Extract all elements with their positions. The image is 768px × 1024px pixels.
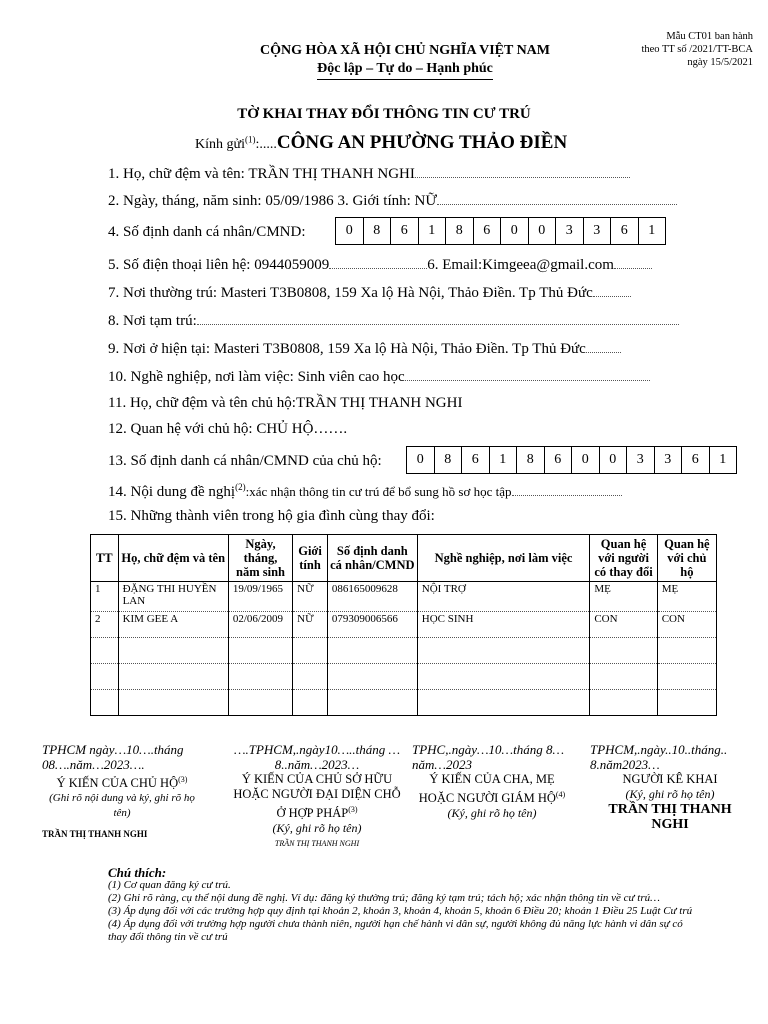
email-value[interactable]: Kimgeea@gmail.com (482, 257, 614, 273)
field-label: 7. Nơi thường trú: (108, 285, 221, 301)
table-cell[interactable] (590, 690, 657, 716)
form-code (588, 30, 753, 69)
dob-value[interactable]: 05/09/1986 (265, 193, 334, 209)
table-cell[interactable]: ĐẶNG THI HUYỀN LAN (118, 582, 228, 612)
table-cell[interactable]: NỮ (293, 612, 328, 638)
field-household-head (108, 395, 462, 412)
form-code-line3: ngày 15/5/2021 (687, 57, 753, 68)
national-header (230, 42, 580, 80)
table-row (91, 612, 717, 638)
phone-value[interactable]: 0944059009 (250, 257, 330, 273)
field-label: 5. Số điện thoại liên hệ: (108, 257, 251, 273)
footnote-2: (2) Ghi rõ ràng, cụ thể nội dung đề nghị. Ví dụ: đăng ký thường trú; đăng ký tạm trú; tách hộ; xác nhận thông tin về cư trú… (108, 892, 660, 904)
col-header: Số định danh cá nhân/CMND (327, 535, 417, 582)
table-cell[interactable] (657, 664, 716, 690)
table-cell[interactable] (657, 690, 716, 716)
current-residence-value[interactable]: Masteri T3B0808, 159 Xa lộ Hà Nội, Thảo Điền. Tp Thủ Đức (210, 341, 586, 357)
col-header: Ngày, tháng, năm sinh (228, 535, 292, 582)
id-digit-cell[interactable]: 1 (419, 218, 447, 244)
id-digit-cell[interactable]: 6 (391, 218, 419, 244)
table-cell[interactable]: 2 (91, 612, 119, 638)
table-cell[interactable] (417, 638, 590, 664)
field-temporary-residence (108, 312, 679, 330)
sign-role: Ý KIẾN CỦA CHỦ SỞ HỮU HOẶC NGƯỜI ĐẠI DIỆN CHỖ Ở HỢP PHÁP (233, 772, 401, 821)
table-cell[interactable]: KIM GEE A (118, 612, 228, 638)
signature-guardian (412, 742, 572, 821)
footnote-sup: (4) (555, 790, 566, 799)
sign-date: TPHCM ngày…10….tháng 08….năm…2023…. (42, 742, 184, 772)
field-label: 4. Số định danh cá nhân/CMND: (108, 224, 306, 240)
table-cell[interactable] (228, 664, 292, 690)
id-digit-cell[interactable]: 6 (474, 218, 502, 244)
field-request-content (108, 482, 622, 501)
field-label: 13. Số định danh cá nhân/CMND của chủ hộ: (108, 453, 382, 469)
id-digit-cell[interactable]: 1 (490, 447, 518, 473)
recipient-label: Kính gửi (195, 137, 245, 152)
field-owner-id (108, 453, 382, 470)
table-cell[interactable]: MẸ (590, 582, 657, 612)
recipient-sup: (1) (244, 134, 256, 145)
id-digit-cell[interactable]: 6 (462, 447, 490, 473)
field-label: 12. Quan hệ với chủ hộ: (108, 421, 257, 437)
members-table (90, 534, 717, 716)
table-cell[interactable] (228, 638, 292, 664)
table-cell[interactable] (327, 638, 417, 664)
id-digit-cell[interactable]: 1 (648, 223, 656, 238)
recipient-line (195, 132, 567, 154)
col-header: Giới tính (293, 535, 328, 582)
signer-name[interactable]: TRẦN THỊ THANH NGHI (42, 829, 148, 840)
id-number-boxes[interactable] (335, 217, 666, 245)
recipient-value: CÔNG AN PHƯỜNG THẢO ĐIỀN (276, 132, 568, 153)
sign-role: NGƯỜI KÊ KHAI (622, 772, 718, 786)
table-cell[interactable]: 079309006566 (327, 612, 417, 638)
table-cell[interactable] (118, 638, 228, 664)
signature-owner (232, 742, 402, 851)
field-label: 6. Email: (427, 257, 483, 273)
field-members-heading (108, 508, 435, 525)
relation-value[interactable]: CHỦ HỘ……. (256, 421, 348, 437)
table-cell[interactable] (293, 664, 328, 690)
table-cell[interactable]: NỮ (293, 582, 328, 612)
col-header: Họ, chữ đệm và tên (118, 535, 228, 582)
field-label: 2. Ngày, tháng, năm sinh: (108, 193, 266, 209)
sign-instruction: (Ký, ghi rõ họ tên) (272, 821, 362, 836)
table-cell[interactable] (417, 690, 590, 716)
id-digit-cell[interactable]: 3 (584, 218, 612, 244)
full-name-value[interactable]: TRẦN THỊ THANH NGHI (244, 166, 415, 182)
sign-instruction: (Ký, ghi rõ họ tên) (447, 806, 537, 821)
table-header-row (91, 535, 717, 582)
id-digit-cell[interactable]: 8 (446, 218, 474, 244)
id-digit-cell[interactable]: 3 (627, 447, 655, 473)
table-cell[interactable] (590, 638, 657, 664)
recipient-dots: :..... (255, 137, 277, 152)
form-code-line1: Mẫu CT01 ban hành (666, 31, 753, 42)
permanent-residence-value[interactable]: Masteri T3B0808, 159 Xa lộ Hà Nội, Thảo Điền. Tp Thủ Đức (220, 285, 593, 301)
field-permanent-residence (108, 284, 631, 302)
table-cell[interactable]: 19/09/1965 (228, 582, 292, 612)
table-cell[interactable]: CON (657, 612, 716, 638)
field-id-number (108, 224, 305, 241)
sign-date: TPHC,.ngày…10…tháng 8…năm…2023 (412, 742, 565, 772)
footnote-sup: (2) (235, 482, 246, 492)
table-cell[interactable] (91, 638, 119, 664)
owner-id-number-boxes[interactable] (406, 446, 737, 474)
id-digit-cell[interactable]: 0 (529, 218, 557, 244)
country-name: CỘNG HÒA XÃ HỘI CHỦ NGHĨA VIỆT NAM (259, 43, 550, 58)
id-digit-cell[interactable]: 0 (572, 447, 600, 473)
table-row (91, 664, 717, 690)
dotted-line (512, 483, 622, 496)
table-cell[interactable] (657, 638, 716, 664)
field-phone-email (108, 256, 652, 274)
field-full-name (108, 165, 630, 183)
id-digit-cell[interactable]: 8 (517, 447, 545, 473)
table-cell[interactable]: MẸ (657, 582, 716, 612)
id-digit-cell[interactable]: 6 (545, 447, 573, 473)
id-digit-cell[interactable]: 0 (336, 218, 364, 244)
field-label: 15. Những thành viên trong hộ gia đình cùng thay đổi: (108, 508, 435, 524)
id-digit-cell[interactable]: 6 (682, 447, 710, 473)
field-label: 1. Họ, chữ đệm và tên: (108, 166, 245, 182)
field-label: 8. Nơi tạm trú: (108, 313, 197, 329)
sign-instruction: (Ký, ghi rõ họ tên) (625, 787, 715, 801)
id-digit-cell[interactable]: 8 (364, 218, 392, 244)
col-header: Quan hệ với người có thay đổi (590, 535, 657, 582)
form-code-line2: theo TT số /2021/TT-BCA (641, 44, 753, 55)
footnote-4: (4) Áp dụng đối với trường hợp người chưa thành niên, người hạn chế hành vi dân sự, người không đủ năng lực hành vi dân sự có thay đổi thông tin về cư trú (108, 918, 683, 943)
id-digit-cell[interactable]: 6 (611, 218, 639, 244)
table-cell[interactable] (118, 664, 228, 690)
signer-name[interactable]: TRẦN THỊ THANH NGHI (274, 839, 360, 849)
id-digit-cell[interactable]: 0 (407, 447, 435, 473)
sign-instruction: (Ghi rõ nội dung và ký, ghi rõ họ tên) (49, 792, 195, 820)
sign-role: Ý KIẾN CỦA CHỦ HỘ (56, 776, 179, 791)
table-cell[interactable] (293, 638, 328, 664)
field-label: 9. Nơi ở hiện tại: (108, 341, 211, 357)
footnote-sup: (3) (348, 805, 358, 814)
dotted-line (329, 256, 427, 269)
household-head-value[interactable]: TRẦN THỊ THANH NGHI (295, 395, 463, 411)
field-label: 10. Nghề nghiệp, nơi làm việc: (108, 369, 298, 385)
table-cell[interactable]: HỌC SINH (417, 612, 590, 638)
table-cell[interactable]: CON (590, 612, 657, 638)
table-cell[interactable]: NỘI TRỢ (417, 582, 590, 612)
gender-value[interactable]: NỮ (414, 193, 438, 209)
table-row (91, 638, 717, 664)
table-cell[interactable] (118, 690, 228, 716)
table-cell[interactable] (327, 664, 417, 690)
dotted-line (593, 284, 631, 297)
id-digit-cell[interactable]: 0 (600, 447, 628, 473)
id-digit-cell[interactable]: 8 (435, 447, 463, 473)
dotted-line (437, 192, 677, 205)
table-cell[interactable] (327, 690, 417, 716)
dotted-line (405, 368, 650, 381)
id-digit-cell[interactable]: 1 (719, 452, 727, 467)
field-relation (108, 421, 347, 438)
table-cell[interactable]: 1 (91, 582, 119, 612)
table-cell[interactable] (91, 664, 119, 690)
signature-declarant (590, 742, 750, 832)
id-digit-cell[interactable]: 3 (655, 447, 683, 473)
footnote-3: (3) Áp dụng đối với các trường hợp quy định tại khoản 2, khoản 3, khoản 4, khoản 5, khoản 6 Điều 20; khoản 1 Điều 25 Luật Cư trú (108, 905, 693, 917)
footnote-sup: (3) (178, 775, 188, 784)
dotted-line (614, 256, 652, 269)
col-header: Nghề nghiệp, nơi làm việc (417, 535, 590, 582)
table-cell[interactable]: 086165009628 (327, 582, 417, 612)
dotted-line[interactable] (197, 312, 679, 325)
sign-date: TPHCM,.ngày..10..tháng.. 8.năm2023… (590, 742, 728, 772)
field-label: 3. Giới tính: (333, 193, 415, 209)
footnotes (108, 866, 703, 944)
occupation-value[interactable]: Sinh viên cao học (297, 369, 405, 385)
motto: Độc lập – Tự do – Hạnh phúc (317, 60, 493, 80)
sign-role: Ý KIẾN CỦA CHA, MẸ HOẶC NGƯỜI GIÁM HỘ (418, 772, 556, 806)
col-header: Quan hệ với chủ hộ (657, 535, 716, 582)
field-occupation (108, 368, 650, 386)
field-label: 11. Họ, chữ đệm và tên chủ hộ: (108, 395, 296, 411)
field-current-residence (108, 340, 621, 358)
footnotes-heading: Chú thích: (108, 865, 167, 880)
footnote-1: (1) Cơ quan đăng ký cư trú. (108, 879, 231, 891)
table-cell[interactable] (91, 690, 119, 716)
request-content-value[interactable]: :xác nhận thông tin cư trú để bổ sung hồ sơ học tập (245, 484, 512, 499)
document-title: TỜ KHAI THAY ĐỔI THÔNG TIN CƯ TRÚ (237, 106, 531, 122)
id-digit-cell[interactable]: 3 (556, 218, 584, 244)
dotted-line (415, 165, 630, 178)
table-cell[interactable] (228, 690, 292, 716)
sign-date: ….TPHCM,.ngày10…..tháng …8..năm…2023… (233, 742, 401, 772)
id-digit-cell[interactable]: 0 (501, 218, 529, 244)
dotted-line (586, 340, 621, 353)
table-row (91, 690, 717, 716)
field-dob-gender (108, 192, 677, 210)
signer-name[interactable]: TRẦN THỊ THANH NGHI (608, 802, 732, 832)
signature-household-head (42, 742, 202, 842)
table-cell[interactable] (590, 664, 657, 690)
table-cell[interactable]: 02/06/2009 (228, 612, 292, 638)
table-row (91, 582, 717, 612)
col-header: TT (91, 535, 119, 582)
field-label: 14. Nội dung đề nghị (108, 484, 236, 500)
table-cell[interactable] (417, 664, 590, 690)
table-cell[interactable] (293, 690, 328, 716)
